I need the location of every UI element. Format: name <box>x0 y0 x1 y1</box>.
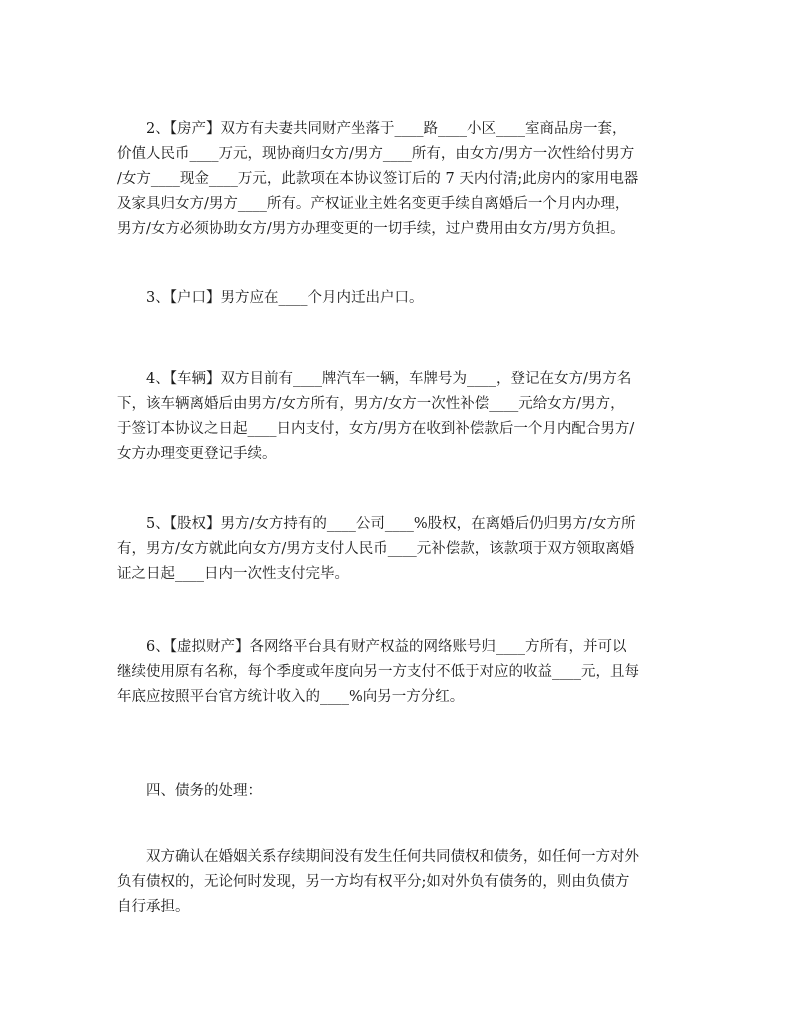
text-line: 4、【车辆】双方目前有____牌汽车一辆，车牌号为____，登记在女方/男方名 <box>146 371 632 387</box>
text-line: 四、债务的处理： <box>146 783 262 799</box>
text-line: 下，该车辆离婚后由男方/女方所有，男方/女方一次性补偿____元给女方/男方， <box>117 396 625 412</box>
text-line: 及家具归女方/男方____所有。产权证业主姓名变更手续自离婚后一个月内办理， <box>117 196 630 212</box>
text-line: 证之日起____日内一次性支付完毕。 <box>117 566 349 582</box>
text-line: 继续使用原有名称，每个季度或年度向另一方支付不低于对应的收益____元，且每 <box>117 664 639 680</box>
text-line: 男方/女方必须协助女方/男方办理变更的一切手续，过户费用由女方/男方负担。 <box>117 221 625 237</box>
text-line: 负有债权的，无论何时发现，另一方均有权平分;如对外负有债务的，则由负债方 <box>117 874 630 890</box>
text-line: 女方办理变更登记手续。 <box>117 446 277 462</box>
text-line: 有，男方/女方就此向女方/男方支付人民币____元补偿款，该款项于双方领取离婚 <box>117 541 635 557</box>
text-line: 3、【户口】男方应在____个月内迁出户口。 <box>146 290 424 306</box>
paragraph-equity <box>117 512 693 587</box>
paragraph-vehicle <box>117 367 693 467</box>
paragraph-virtual-property <box>117 635 693 710</box>
text-line: 价值人民币____万元，现协商归女方/男方____所有，由女方/男方一次性给付男方 <box>117 146 635 162</box>
paragraph-house <box>117 117 693 242</box>
paragraph-hukou <box>117 286 693 311</box>
text-line: 2、【房产】双方有夫妻共同财产坐落于____路____小区____室商品房一套， <box>146 121 627 137</box>
text-line: 6、【虚拟财产】各网络平台具有财产权益的网络账号归____方所有，并可以 <box>146 639 627 655</box>
paragraph-debt <box>117 845 693 920</box>
text-line: 于签订本协议之日起____日内支付，女方/男方在收到补偿款后一个月内配合男方/ <box>117 421 635 437</box>
text-line: 年底应按照平台官方统计收入的____%向另一方分红。 <box>117 689 465 705</box>
section-heading-debt <box>117 779 693 804</box>
text-line: 双方确认在婚姻关系存续期间没有发生任何共同债权和债务，如任何一方对外 <box>146 849 639 865</box>
text-line: /女方____现金____万元，此款项在本协议签订后的 7 天内付清;此房内的家用电器 <box>117 171 639 187</box>
text-line: 5、【股权】男方/女方持有的____公司____%股权，在离婚后仍归男方/女方所 <box>146 516 636 532</box>
text-line: 自行承担。 <box>117 899 190 915</box>
